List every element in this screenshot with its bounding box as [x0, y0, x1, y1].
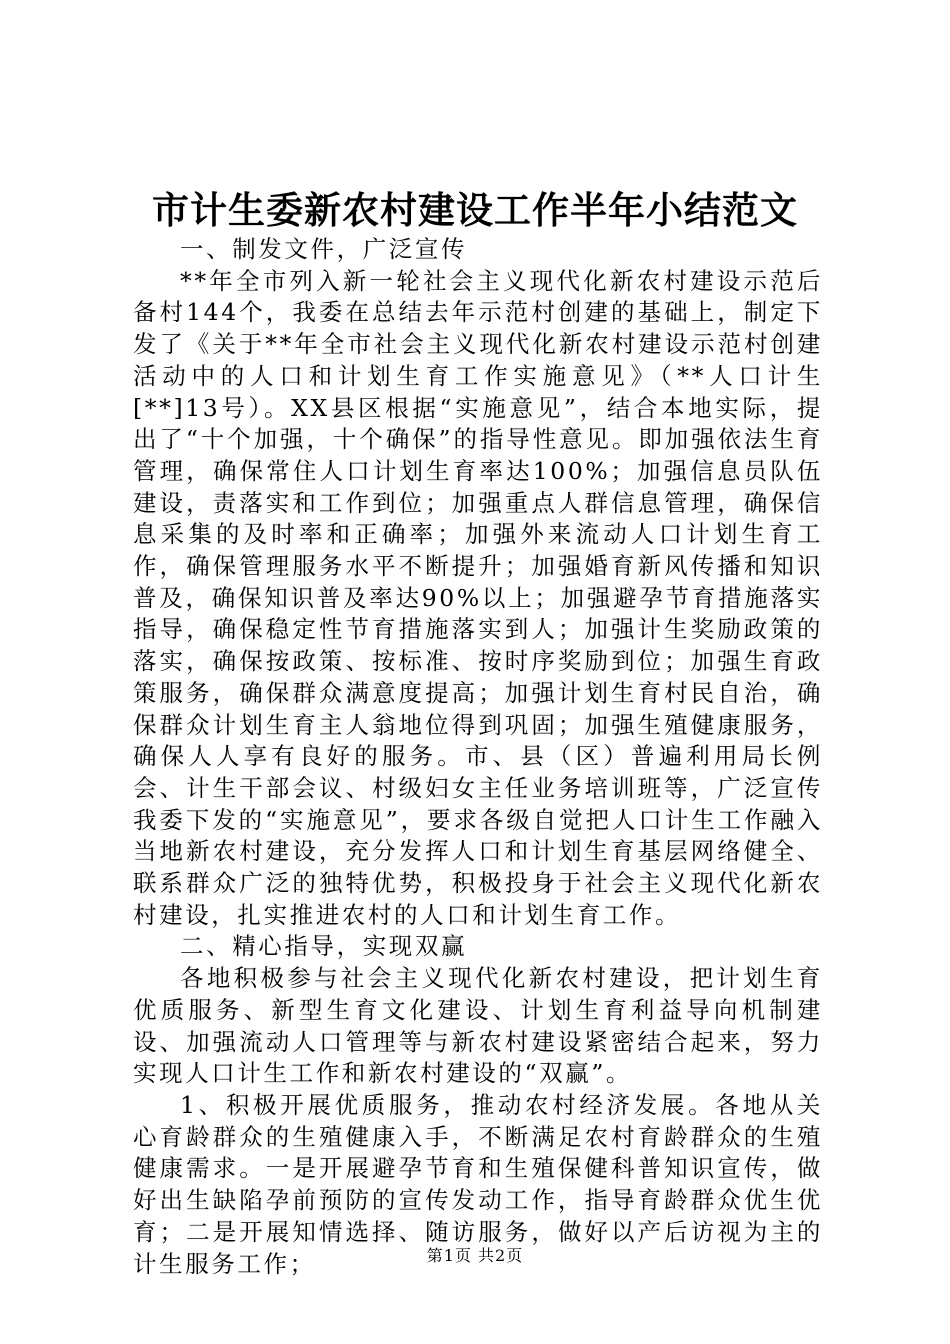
document-body: [133, 234, 823, 1280]
section-heading-2: 二、精心指导，实现双赢: [180, 932, 468, 961]
document-title: 市计生委新农村建设工作半年小结范文: [152, 188, 798, 232]
section-heading-1: 一、制发文件，广泛宣传: [180, 235, 468, 263]
body-paragraph-1: **年全市列入新一轮社会主义现代化新农村建设示范后备村144个，我委在总结去年示范村创建的基础上，制定下发了《关于**年全市社会主义现代化新农村建设示范村创建活动中的人口和计划生育工作实施意见》（**人口计生[**]13号）。XX县区根据“实施意见”，结合本地实际，提出了“十个加强，十个确保”的指导性意见。即加强依法生育管理，确保常住人口计划生育率达100%；加强信息员队伍建设，责落实和工作到位；加强重点人群信息管理，确保信息采集的及时率和正确率；加强外来流动人口计划生育工作，确保管理服务水平不断提升；加强婚育新风传播和知识普及，确保知识普及率达90%以上；加强避孕节育措施落实指导，确保稳定性节育措施落实到人；加强计生奖励政策的落实，确保按政策、按标准、按时序奖励到位；加强生育政策服务，确保群众满意度提高；加强计划生育村民自治，确保群众计划生育主人翁地位得到巩固；加强生殖健康服务，确保人人享有良好的服务。市、县（区）普遍利用局长例会、计生干部会议、村级妇女主任业务培训班等，广泛宣传我委下发的“实施意见”，要求各级自觉把人口计生工作融入当地新农村建设，充分发挥人口和计划生育基层网络健全、联系群众广泛的独特优势，积极投身于社会主义现代化新农村建设，扎实推进农村的人口和计划生育工作。: [133, 266, 823, 929]
body-paragraph-3: 1、积极开展优质服务，推动农村经济发展。各地从关心育龄群众的生殖健康入手，不断满足农村育龄群众的生殖健康需求。一是开展避孕节育和生殖保健科普知识宣传，做好出生缺陷孕前预防的宣传发动工作，指导育龄群众优生优育；二是开展知情选择、随访服务，做好以产后访视为主的计生服务工作；: [133, 1090, 823, 1278]
body-paragraph-2: 各地积极参与社会主义现代化新农村建设，把计划生育优质服务、新型生育文化建设、计划生育利益导向机制建设、加强流动人口管理等与新农村建设紧密结合起来，努力实现人口计生工作和新农村建设的“双赢”。: [133, 964, 823, 1088]
page-indicator: 第1页 共2页: [426, 1246, 524, 1265]
